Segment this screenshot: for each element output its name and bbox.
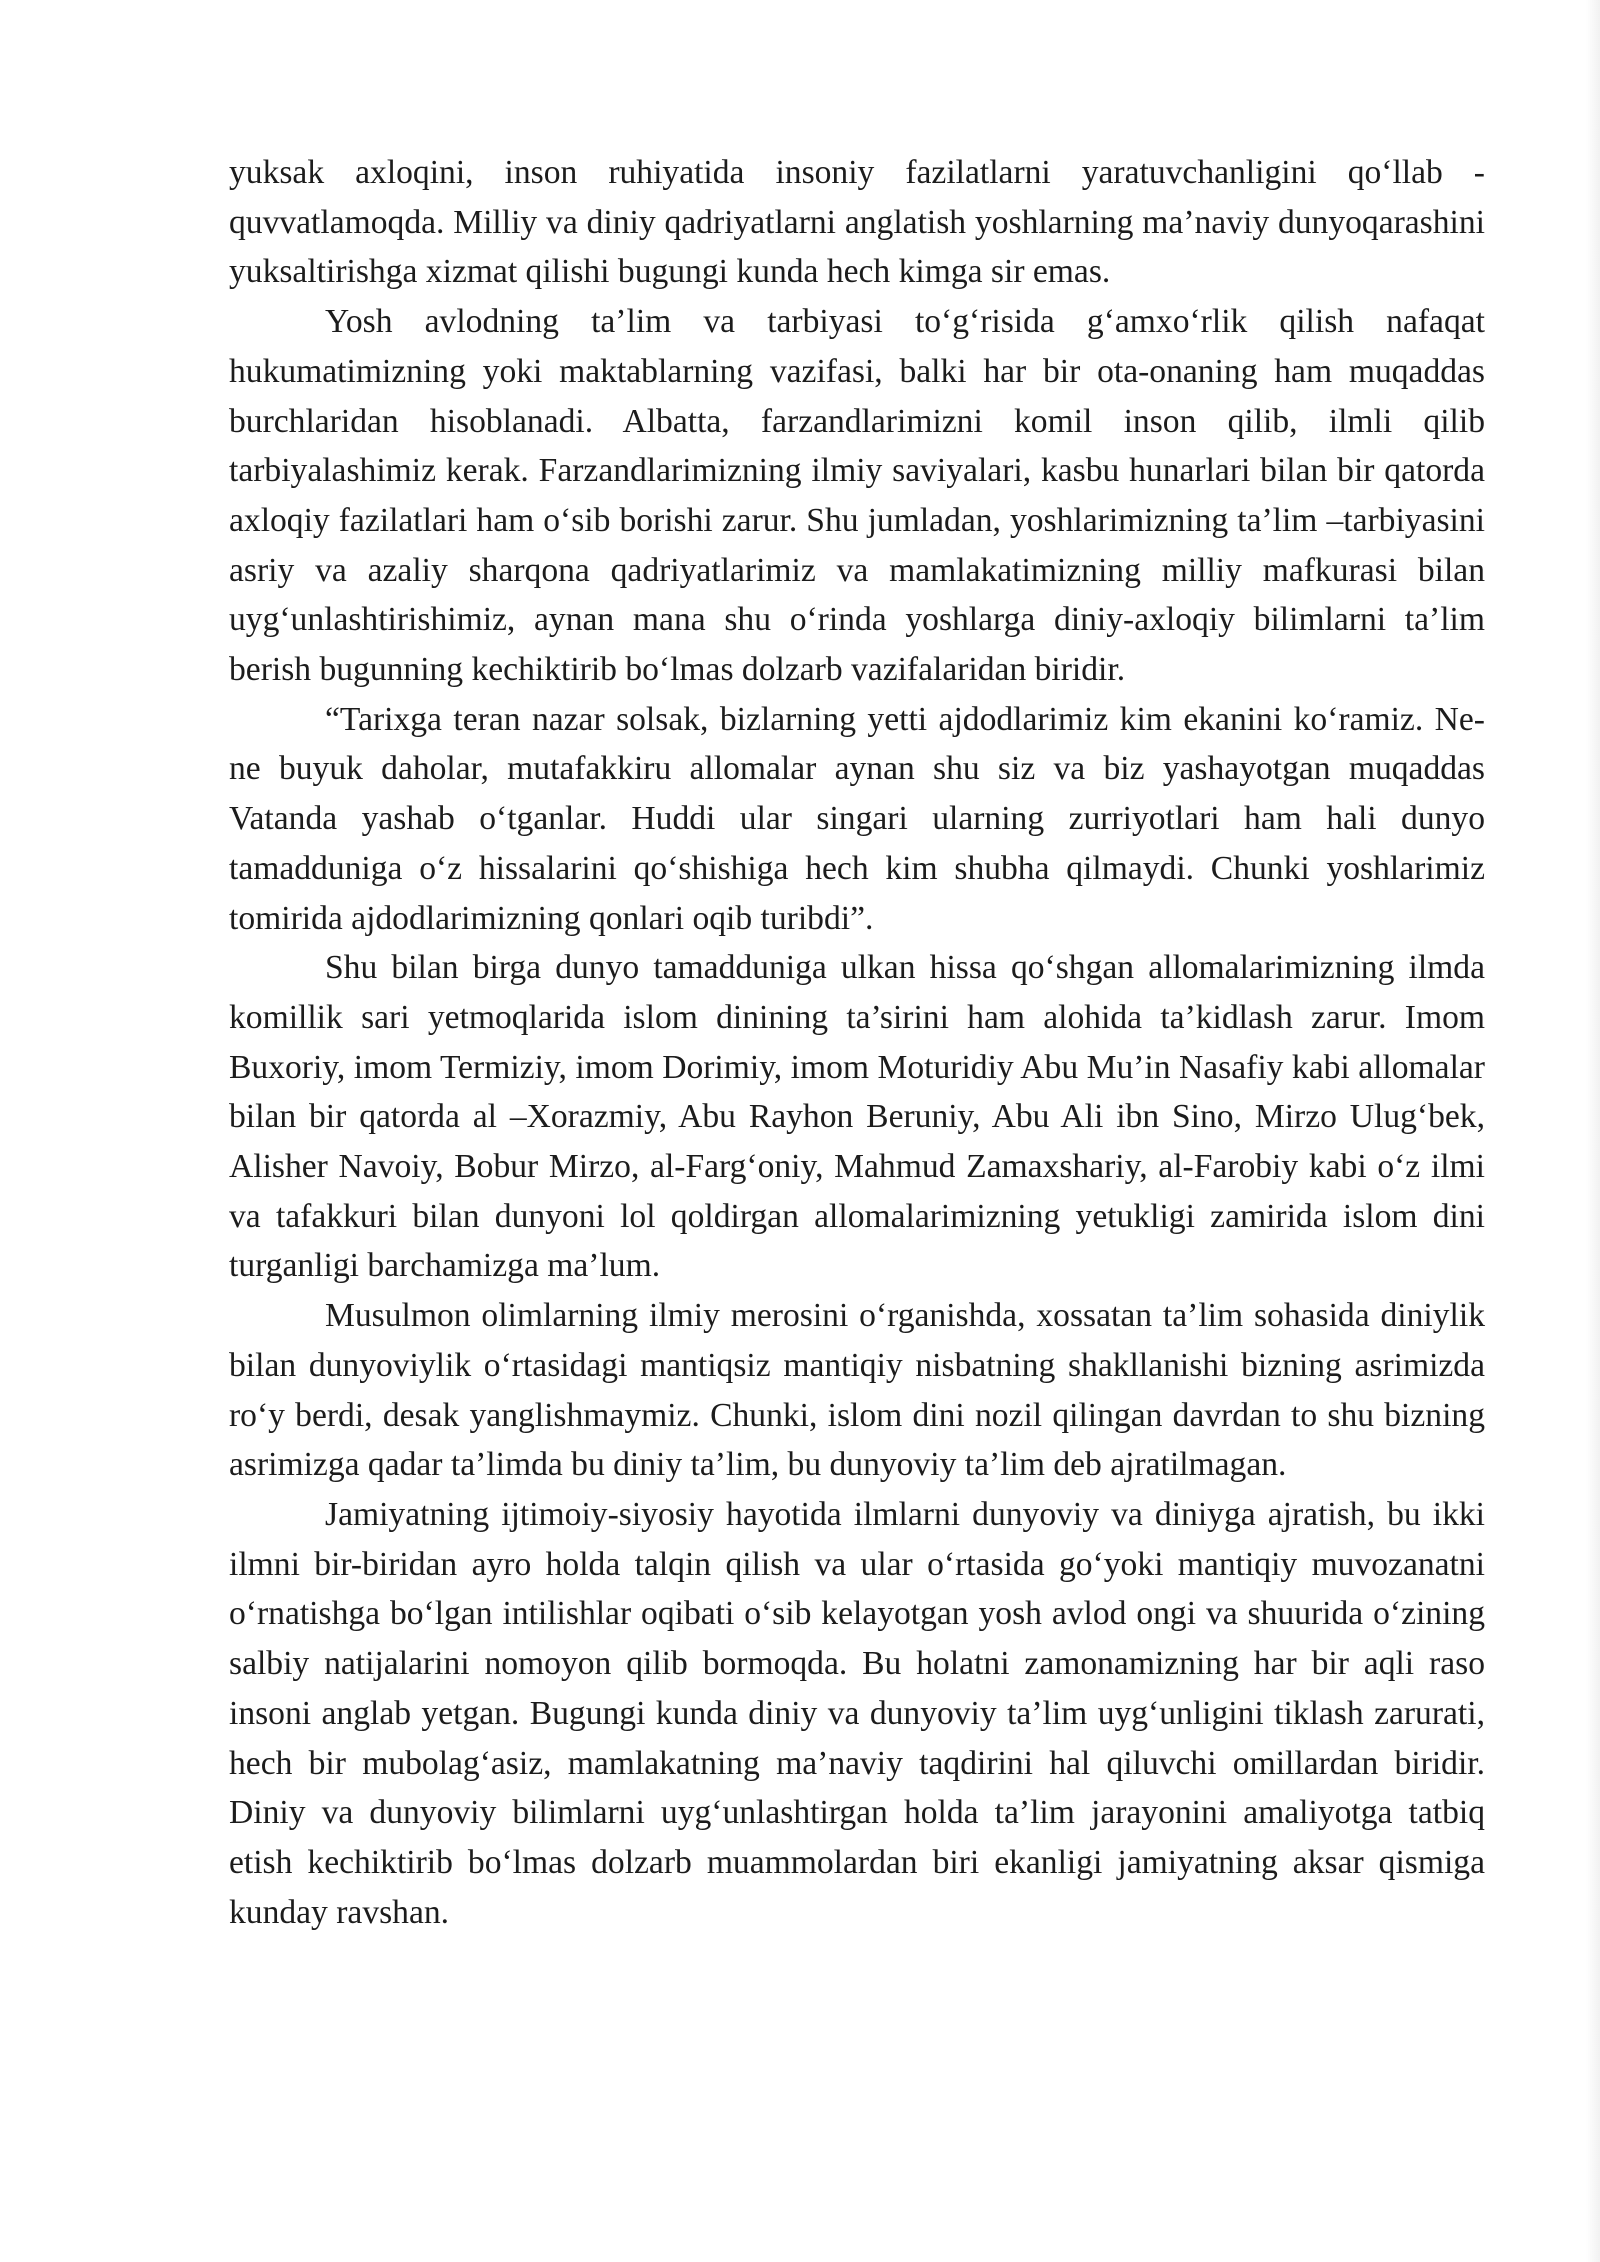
paragraph-6: Jamiyatning ijtimoiy-siyosiy hayotida ilmlarni dunyoviy va diniyga ajratish, bu ikki ilmni bir-biridan ayro holda talqin qilish va ular o‘rtasida go‘yoki mantiqiy muvozanatni o‘rnatishga bo‘lgan intilishlar oqibati o‘sib kelayotgan yosh avlod ongi va shuurida o‘zining salbiy natijalarini nomoyon qilib bormoqda. Bu holatni zamonamizning har bir aqli raso insoni anglab yetgan. Bugungi kunda diniy va dunyoviy ta’lim uyg‘unligini tiklash zarurati, hech bir mubolag‘asiz, mamlakatning ma’naviy taqdirini hal qiluvchi omillardan biridir. Diniy va dunyoviy bilimlarni uyg‘unlashtirgan holda ta’lim jarayonini amaliyotga tatbiq etish kechiktirib bo‘lmas dolzarb muammolardan biri ekanligi jamiyatning aksar qismiga kunday ravshan.	[229, 1495, 1485, 1931]
document-body	[229, 148, 1485, 1937]
paragraph-5: Musulmon olimlarning ilmiy merosini o‘rganishda, xossatan ta’lim sohasida diniylik bilan dunyoviylik o‘rtasidagi mantiqsiz mantiqiy nisbatning shakllanishi bizning asrimizda ro‘y berdi, desak yanglishmaymiz. Chunki, islom dini nozil qilingan davrdan to shu bizning asrimizga qadar ta’limda bu diniy ta’lim, bu dunyoviy ta’lim deb ajratilmagan.	[229, 1297, 1485, 1484]
paragraph-3-quote: “Tarixga teran nazar solsak, bizlarning yetti ajdodlarimiz kim ekanini ko‘ramiz. Ne-ne buyuk daholar, mutafakkiru allomalar aynan shu siz va biz yashayotgan muqaddas Vatanda yashab o‘tganlar. Huddi ular singari ularning zurriyotlari ham hali dunyo tamadduniga o‘z hissalarini qo‘shishiga hech kim shubha qilmaydi. Chunki yoshlarimiz tomirida ajdodlarimizning qonlari oqib turibdi”.	[229, 700, 1485, 937]
page-edge-shadow	[1586, 0, 1600, 2262]
paragraph-2: Yosh avlodning ta’lim va tarbiyasi to‘g‘risida g‘amxo‘rlik qilish nafaqat hukumatimizning yoki maktablarning vazifasi, balki har bir ota-onaning ham muqaddas burchlaridan hisoblanadi. Albatta, farzandlarimizni komil inson qilib, ilmli qilib tarbiyalashimiz kerak. Farzandlarimizning ilmiy saviyalari, kasbu hunarlari bilan bir qatorda axloqiy fazilatlari ham o‘sib borishi zarur. Shu jumladan, yoshlarimizning ta’lim –tarbiyasini asriy va azaliy sharqona qadriyatlarimiz va mamlakatimizning milliy mafkurasi bilan uyg‘unlashtirishimiz, aynan mana shu o‘rinda yoshlarga diniy-axloqiy bilimlarni ta’lim berish bugunning kechiktirib bo‘lmas dolzarb vazifalaridan biridir.	[229, 303, 1485, 689]
paragraph-4: Shu bilan birga dunyo tamadduniga ulkan hissa qo‘shgan allomalarimizning ilmda komillik sari yetmoqlarida islom dinining ta’sirini ham alohida ta’kidlash zarur. Imom Buxoriy, imom Termiziy, imom Dorimiy, imom Moturidiy Abu Mu’in Nasafiy kabi allomalar bilan bir qatorda al –Xorazmiy, Abu Rayhon Beruniy, Abu Ali ibn Sino, Mirzo Ulug‘bek, Alisher Navoiy, Bobur Mirzo, al-Farg‘oniy, Mahmud Zamaxshariy, al-Farobiy kabi o‘z ilmi va tafakkuri bilan dunyoni lol qoldirgan allomalarimizning yetukligi zamirida islom dini turganligi barchamizga ma’lum.	[229, 949, 1485, 1285]
paragraph-1: yuksak axloqini, inson ruhiyatida insoniy fazilatlarni yaratuvchanligini qo‘llab - quvvatlamoqda. Milliy va diniy qadriyatlarni anglatish yoshlarning ma’naviy dunyoqarashini yuksaltirishga xizmat qilishi bugungi kunda hech kimga sir emas.	[229, 154, 1485, 291]
